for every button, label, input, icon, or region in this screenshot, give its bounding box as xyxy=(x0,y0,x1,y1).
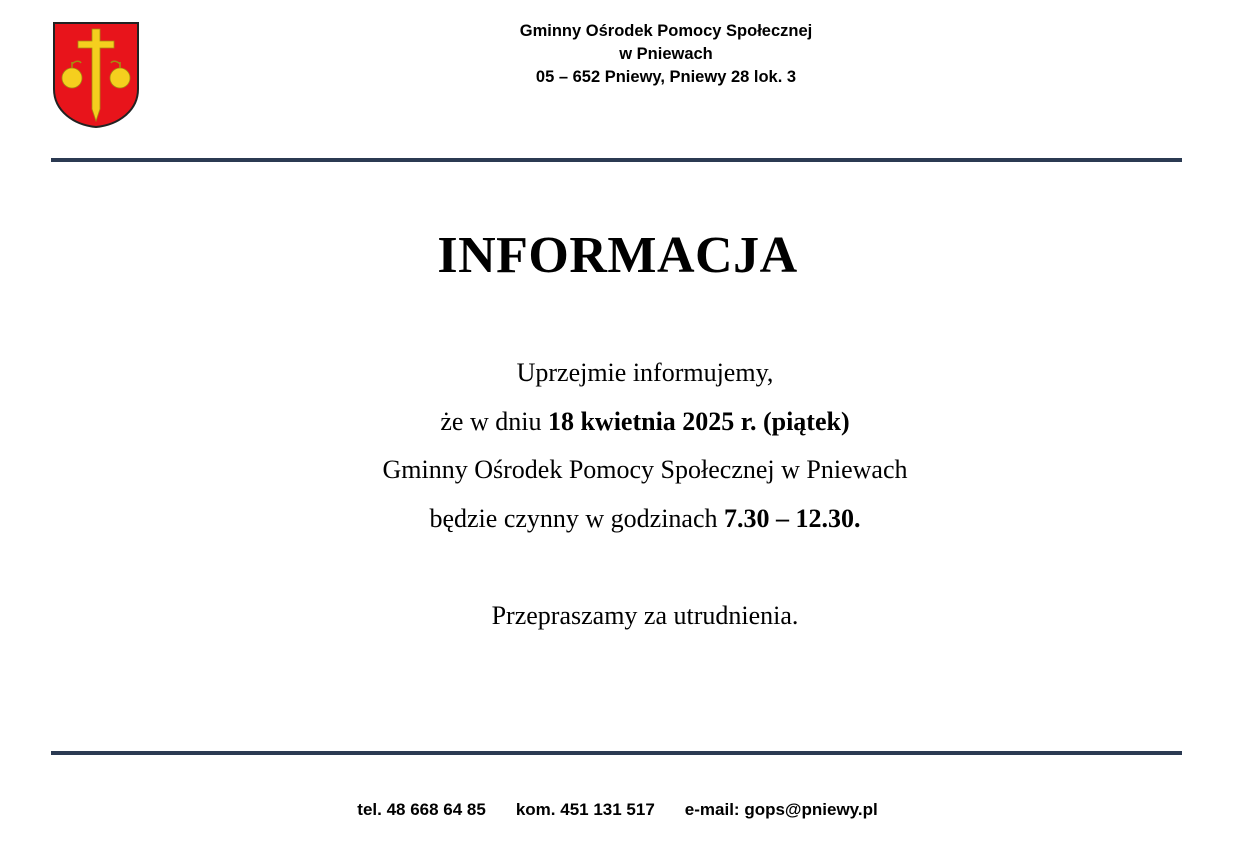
crest-apple-left xyxy=(62,68,82,88)
apology-line: Przepraszamy za utrudnienia. xyxy=(491,601,799,630)
organization-header xyxy=(366,20,966,89)
contact-email[interactable]: e-mail: gops@pniewy.pl xyxy=(684,800,878,819)
contact-phone: tel. 48 668 64 85 xyxy=(357,800,486,819)
message-line-2 xyxy=(0,405,1235,439)
message-line-4-text: będzie czynny w godzinach xyxy=(429,504,725,533)
header-divider xyxy=(51,158,1182,162)
message-line-2-text: że w dniu xyxy=(440,407,548,436)
org-address: 05 – 652 Pniewy, Pniewy 28 lok. 3 xyxy=(535,68,797,86)
message-hours: 7.30 – 12.30. xyxy=(724,504,861,533)
message-line-3: Gminny Ośrodek Pomocy Społecznej w Pniewach xyxy=(382,455,908,484)
coat-of-arms-icon xyxy=(52,21,140,129)
contact-mobile: kom. 451 131 517 xyxy=(515,800,655,819)
footer-divider xyxy=(51,751,1182,755)
org-name: Gminny Ośrodek Pomocy Społecznej xyxy=(519,22,813,40)
message-line-1: Uprzejmie informujemy, xyxy=(516,358,774,387)
contact-footer xyxy=(0,797,1235,823)
crest-apple-right xyxy=(110,68,130,88)
message-date: 18 kwietnia 2025 r. (piątek) xyxy=(547,407,850,436)
org-location: w Pniewach xyxy=(619,45,713,63)
page-title: INFORMACJA xyxy=(437,227,798,284)
message-line-4 xyxy=(0,502,1235,536)
